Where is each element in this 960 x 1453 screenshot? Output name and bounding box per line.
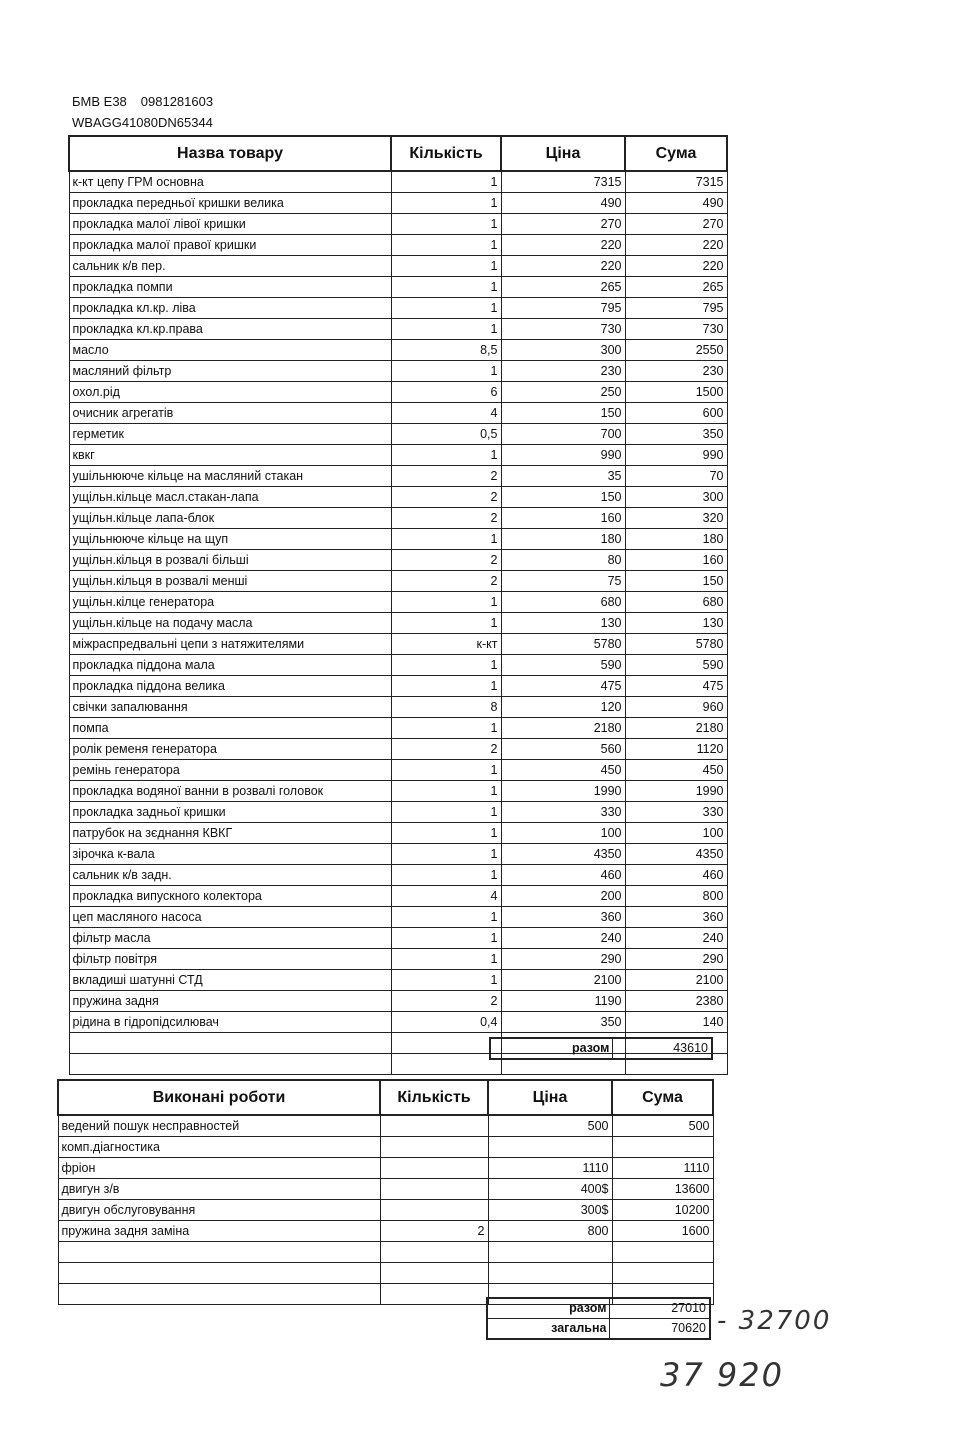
table-row: [69, 865, 727, 886]
cell-qty: 1: [391, 928, 501, 949]
cell-price: 150: [501, 487, 625, 508]
cell-price: 795: [501, 298, 625, 319]
cell-price: 400$: [488, 1179, 612, 1200]
cell-sum: 795: [625, 298, 727, 319]
cell-name: зірочка к-вала: [69, 844, 391, 865]
cell-sum: 265: [625, 277, 727, 298]
cell-price: 75: [501, 571, 625, 592]
cell-name: ролік ременя генератора: [69, 739, 391, 760]
goods-col-qty: Кількість: [391, 136, 501, 171]
table-row: [58, 1179, 713, 1200]
cell-name: прокладка піддона мала: [69, 655, 391, 676]
table-row: [69, 361, 727, 382]
cell-price: 160: [501, 508, 625, 529]
cell-qty: 0,5: [391, 424, 501, 445]
cell-name: комп.діагностика: [58, 1137, 380, 1158]
cell-sum: 70: [625, 466, 727, 487]
cell-price: 560: [501, 739, 625, 760]
cell-sum: 960: [625, 697, 727, 718]
cell-name: прокладка випускного колектора: [69, 886, 391, 907]
cell-name: прокладка передньої кришки велика: [69, 193, 391, 214]
table-row: [69, 844, 727, 865]
table-row: [69, 403, 727, 424]
cell-name: [58, 1263, 380, 1284]
cell-name: к-кт цепу ГРМ основна: [69, 171, 391, 193]
cell-qty: 2: [391, 991, 501, 1012]
cell-price: 680: [501, 592, 625, 613]
cell-qty: [380, 1263, 488, 1284]
cell-price: 700: [501, 424, 625, 445]
works-col-name: Виконані роботи: [58, 1080, 380, 1115]
goods-total-value: 43610: [613, 1038, 712, 1059]
goods-col-name: Назва товару: [69, 136, 391, 171]
cell-qty: [391, 1054, 501, 1075]
works-table-body: [58, 1115, 713, 1305]
cell-qty: 1: [391, 445, 501, 466]
cell-qty: 1: [391, 907, 501, 928]
table-row: [69, 928, 727, 949]
handwritten-note-subtraction: - 32700: [717, 1306, 832, 1336]
cell-sum: 2180: [625, 718, 727, 739]
cell-qty: 1: [391, 676, 501, 697]
goods-col-sum: Сума: [625, 136, 727, 171]
table-row: [69, 760, 727, 781]
cell-name: фільтр повітря: [69, 949, 391, 970]
cell-sum: 2380: [625, 991, 727, 1012]
table-row: [69, 340, 727, 361]
table-row: [69, 487, 727, 508]
cell-qty: 1: [391, 277, 501, 298]
table-row: [69, 634, 727, 655]
cell-qty: 8: [391, 697, 501, 718]
cell-price: 220: [501, 235, 625, 256]
cell-sum: [612, 1263, 713, 1284]
cell-name: очисник агрегатів: [69, 403, 391, 424]
cell-name: ущільн.кілце генератора: [69, 592, 391, 613]
cell-qty: [380, 1158, 488, 1179]
cell-qty: 1: [391, 529, 501, 550]
goods-table-body: [69, 171, 727, 1075]
cell-sum: 2550: [625, 340, 727, 361]
cell-price: 990: [501, 445, 625, 466]
goods-total-box: [489, 1037, 713, 1060]
cell-sum: 2100: [625, 970, 727, 991]
cell-price: 4350: [501, 844, 625, 865]
table-row: [58, 1242, 713, 1263]
table-row: [58, 1221, 713, 1242]
cell-name: пружина задня заміна: [58, 1221, 380, 1242]
cell-qty: 1: [391, 193, 501, 214]
cell-name: сальник к/в пер.: [69, 256, 391, 277]
cell-sum: 1500: [625, 382, 727, 403]
table-row: [69, 214, 727, 235]
cell-name: прокладка помпи: [69, 277, 391, 298]
cell-price: 130: [501, 613, 625, 634]
table-row: [69, 171, 727, 193]
cell-price: 200: [501, 886, 625, 907]
cell-qty: 2: [380, 1221, 488, 1242]
cell-name: [58, 1242, 380, 1263]
table-row: [69, 235, 727, 256]
table-row: [69, 970, 727, 991]
table-row: [69, 571, 727, 592]
table-row: [58, 1158, 713, 1179]
cell-qty: [391, 1033, 501, 1054]
cell-price: 120: [501, 697, 625, 718]
cell-qty: 1: [391, 823, 501, 844]
table-row: [69, 550, 727, 571]
cell-sum: 5780: [625, 634, 727, 655]
cell-sum: 230: [625, 361, 727, 382]
cell-price: 1190: [501, 991, 625, 1012]
table-row: [69, 655, 727, 676]
cell-price: 290: [501, 949, 625, 970]
cell-sum: [612, 1242, 713, 1263]
cell-sum: 1110: [612, 1158, 713, 1179]
works-col-qty: Кількість: [380, 1080, 488, 1115]
table-row: [69, 781, 727, 802]
cell-sum: 460: [625, 865, 727, 886]
cell-name: патрубок на зєднання КВКГ: [69, 823, 391, 844]
cell-sum: 220: [625, 256, 727, 277]
cell-name: ушільнююче кільце на масляний стакан: [69, 466, 391, 487]
cell-name: [58, 1284, 380, 1305]
cell-name: ущільн.кільце лапа-блок: [69, 508, 391, 529]
table-row: [69, 298, 727, 319]
car-model: БМВ Е38: [72, 94, 127, 109]
table-row: [69, 193, 727, 214]
cell-sum: 990: [625, 445, 727, 466]
cell-sum: 220: [625, 235, 727, 256]
table-row: [69, 529, 727, 550]
cell-price: 220: [501, 256, 625, 277]
table-row: [58, 1115, 713, 1137]
cell-qty: [380, 1179, 488, 1200]
goods-total-row: [490, 1038, 712, 1059]
cell-name: квкг: [69, 445, 391, 466]
cell-name: прокладка піддона велика: [69, 676, 391, 697]
cell-name: прокладка кл.кр.права: [69, 319, 391, 340]
cell-sum: 290: [625, 949, 727, 970]
works-total-box: [486, 1297, 711, 1340]
cell-sum: 350: [625, 424, 727, 445]
table-row: [69, 823, 727, 844]
cell-sum: 7315: [625, 171, 727, 193]
cell-price: 730: [501, 319, 625, 340]
table-row: [69, 466, 727, 487]
cell-name: ущільн.кільце масл.стакан-лапа: [69, 487, 391, 508]
table-row: [69, 697, 727, 718]
cell-qty: 2: [391, 571, 501, 592]
cell-name: фільтр масла: [69, 928, 391, 949]
table-row: [69, 907, 727, 928]
cell-name: охол.рід: [69, 382, 391, 403]
table-row: [69, 802, 727, 823]
cell-qty: 1: [391, 235, 501, 256]
cell-sum: 300: [625, 487, 727, 508]
cell-price: 2100: [501, 970, 625, 991]
cell-price: 590: [501, 655, 625, 676]
cell-qty: [380, 1200, 488, 1221]
table-row: [69, 613, 727, 634]
cell-sum: 590: [625, 655, 727, 676]
handwritten-note-result: 37 920: [660, 1356, 784, 1394]
cell-qty: 1: [391, 592, 501, 613]
cell-price: 100: [501, 823, 625, 844]
cell-price: 5780: [501, 634, 625, 655]
cell-sum: 800: [625, 886, 727, 907]
cell-sum: 100: [625, 823, 727, 844]
cell-sum: 140: [625, 1012, 727, 1033]
cell-qty: 1: [391, 760, 501, 781]
cell-name: прокладка малої лівої кришки: [69, 214, 391, 235]
cell-name: свічки запалювання: [69, 697, 391, 718]
cell-qty: 8,5: [391, 340, 501, 361]
works-col-sum: Сума: [612, 1080, 713, 1115]
cell-price: 500: [488, 1115, 612, 1137]
cell-price: 300: [501, 340, 625, 361]
cell-sum: 270: [625, 214, 727, 235]
cell-qty: 2: [391, 508, 501, 529]
cell-sum: 160: [625, 550, 727, 571]
table-row: [69, 739, 727, 760]
works-total-value: 27010: [610, 1298, 710, 1319]
cell-name: масляний фільтр: [69, 361, 391, 382]
cell-qty: 2: [391, 487, 501, 508]
cell-sum: 1120: [625, 739, 727, 760]
works-total-row: [487, 1298, 710, 1319]
cell-name: прокладка кл.кр. ліва: [69, 298, 391, 319]
cell-sum: 500: [612, 1115, 713, 1137]
cell-name: ремінь генератора: [69, 760, 391, 781]
cell-qty: 1: [391, 655, 501, 676]
cell-qty: 1: [391, 781, 501, 802]
cell-price: 7315: [501, 171, 625, 193]
cell-name: ущільнююче кільце на щуп: [69, 529, 391, 550]
cell-qty: 4: [391, 403, 501, 424]
cell-qty: [380, 1115, 488, 1137]
cell-qty: 1: [391, 298, 501, 319]
table-row: [69, 445, 727, 466]
cell-qty: 2: [391, 739, 501, 760]
cell-price: 35: [501, 466, 625, 487]
cell-sum: [612, 1137, 713, 1158]
cell-price: [488, 1242, 612, 1263]
cell-price: 330: [501, 802, 625, 823]
cell-qty: 1: [391, 802, 501, 823]
cell-name: прокладка задньої кришки: [69, 802, 391, 823]
cell-qty: к-кт: [391, 634, 501, 655]
cell-name: прокладка водяної ванни в розвалі головок: [69, 781, 391, 802]
cell-qty: [380, 1137, 488, 1158]
cell-qty: 0,4: [391, 1012, 501, 1033]
cell-qty: 1: [391, 214, 501, 235]
cell-price: 270: [501, 214, 625, 235]
cell-name: двигун обслуговування: [58, 1200, 380, 1221]
cell-name: ведений пошук несправностей: [58, 1115, 380, 1137]
cell-price: [488, 1137, 612, 1158]
cell-qty: 2: [391, 550, 501, 571]
cell-price: 180: [501, 529, 625, 550]
header-car-line: [72, 94, 213, 109]
cell-sum: 4350: [625, 844, 727, 865]
cell-sum: 490: [625, 193, 727, 214]
cell-price: 250: [501, 382, 625, 403]
cell-qty: 1: [391, 256, 501, 277]
cell-name: [69, 1054, 391, 1075]
cell-sum: 475: [625, 676, 727, 697]
cell-qty: 1: [391, 613, 501, 634]
cell-sum: 1600: [612, 1221, 713, 1242]
grand-total-label: загальна: [487, 1319, 610, 1340]
cell-price: [488, 1263, 612, 1284]
cell-qty: 1: [391, 970, 501, 991]
cell-price: 240: [501, 928, 625, 949]
cell-sum: 730: [625, 319, 727, 340]
cell-name: ущільн.кільця в розвалі більші: [69, 550, 391, 571]
cell-sum: 180: [625, 529, 727, 550]
table-row: [69, 277, 727, 298]
cell-price: 265: [501, 277, 625, 298]
cell-price: 230: [501, 361, 625, 382]
cell-price: 80: [501, 550, 625, 571]
grand-total-value: 70620: [610, 1319, 710, 1340]
cell-sum: 240: [625, 928, 727, 949]
cell-price: 350: [501, 1012, 625, 1033]
table-row: [69, 886, 727, 907]
cell-price: 2180: [501, 718, 625, 739]
cell-qty: 1: [391, 718, 501, 739]
cell-qty: 1: [391, 361, 501, 382]
cell-price: 800: [488, 1221, 612, 1242]
works-col-price: Ціна: [488, 1080, 612, 1115]
table-row: [58, 1263, 713, 1284]
cell-price: 460: [501, 865, 625, 886]
cell-qty: 1: [391, 949, 501, 970]
cell-price: 1110: [488, 1158, 612, 1179]
cell-sum: 1990: [625, 781, 727, 802]
cell-qty: 1: [391, 171, 501, 193]
table-row: [69, 508, 727, 529]
cell-price: 475: [501, 676, 625, 697]
cell-price: 450: [501, 760, 625, 781]
table-row: [69, 676, 727, 697]
cell-name: фріон: [58, 1158, 380, 1179]
works-table: [57, 1079, 714, 1305]
cell-price: 1990: [501, 781, 625, 802]
cell-qty: [380, 1242, 488, 1263]
cell-qty: 1: [391, 865, 501, 886]
cell-name: міжраспредвальні цепи з натяжителями: [69, 634, 391, 655]
cell-qty: 4: [391, 886, 501, 907]
cell-sum: 150: [625, 571, 727, 592]
goods-table: [68, 135, 728, 1075]
cell-price: 300$: [488, 1200, 612, 1221]
cell-sum: 600: [625, 403, 727, 424]
cell-price: 150: [501, 403, 625, 424]
table-row: [69, 424, 727, 445]
table-row: [69, 991, 727, 1012]
cell-price: 360: [501, 907, 625, 928]
cell-sum: 360: [625, 907, 727, 928]
cell-name: [69, 1033, 391, 1054]
cell-sum: 450: [625, 760, 727, 781]
table-row: [58, 1200, 713, 1221]
table-row: [69, 382, 727, 403]
cell-name: двигун з/в: [58, 1179, 380, 1200]
cell-name: цеп масляного насоса: [69, 907, 391, 928]
table-row: [69, 256, 727, 277]
cell-name: сальник к/в задн.: [69, 865, 391, 886]
table-row: [69, 592, 727, 613]
works-total-label: разом: [487, 1298, 610, 1319]
cell-qty: 1: [391, 319, 501, 340]
cell-qty: [380, 1284, 488, 1305]
table-row: [69, 1012, 727, 1033]
cell-sum: 330: [625, 802, 727, 823]
table-row: [69, 949, 727, 970]
table-row: [58, 1137, 713, 1158]
cell-sum: 130: [625, 613, 727, 634]
cell-qty: 6: [391, 382, 501, 403]
cell-name: прокладка малої правої кришки: [69, 235, 391, 256]
cell-name: помпа: [69, 718, 391, 739]
cell-name: пружина задня: [69, 991, 391, 1012]
cell-qty: 1: [391, 844, 501, 865]
cell-sum: 320: [625, 508, 727, 529]
goods-total-label: разом: [490, 1038, 613, 1059]
goods-header-row: [69, 136, 727, 171]
cell-name: вкладиші шатунні СТД: [69, 970, 391, 991]
cell-qty: 2: [391, 466, 501, 487]
cell-name: герметик: [69, 424, 391, 445]
cell-name: масло: [69, 340, 391, 361]
vin-number: WBAGG41080DN65344: [72, 115, 213, 130]
cell-name: ущільн.кільце на подачу масла: [69, 613, 391, 634]
goods-col-price: Ціна: [501, 136, 625, 171]
cell-name: ущільн.кільця в розвалі менші: [69, 571, 391, 592]
cell-name: рідина в гідропідсилювач: [69, 1012, 391, 1033]
works-header-row: [58, 1080, 713, 1115]
grand-total-row: [487, 1319, 710, 1340]
cell-sum: 680: [625, 592, 727, 613]
cell-sum: 10200: [612, 1200, 713, 1221]
cell-price: 490: [501, 193, 625, 214]
cell-sum: 13600: [612, 1179, 713, 1200]
table-row: [69, 319, 727, 340]
table-row: [69, 718, 727, 739]
phone-number: 0981281603: [140, 94, 214, 109]
